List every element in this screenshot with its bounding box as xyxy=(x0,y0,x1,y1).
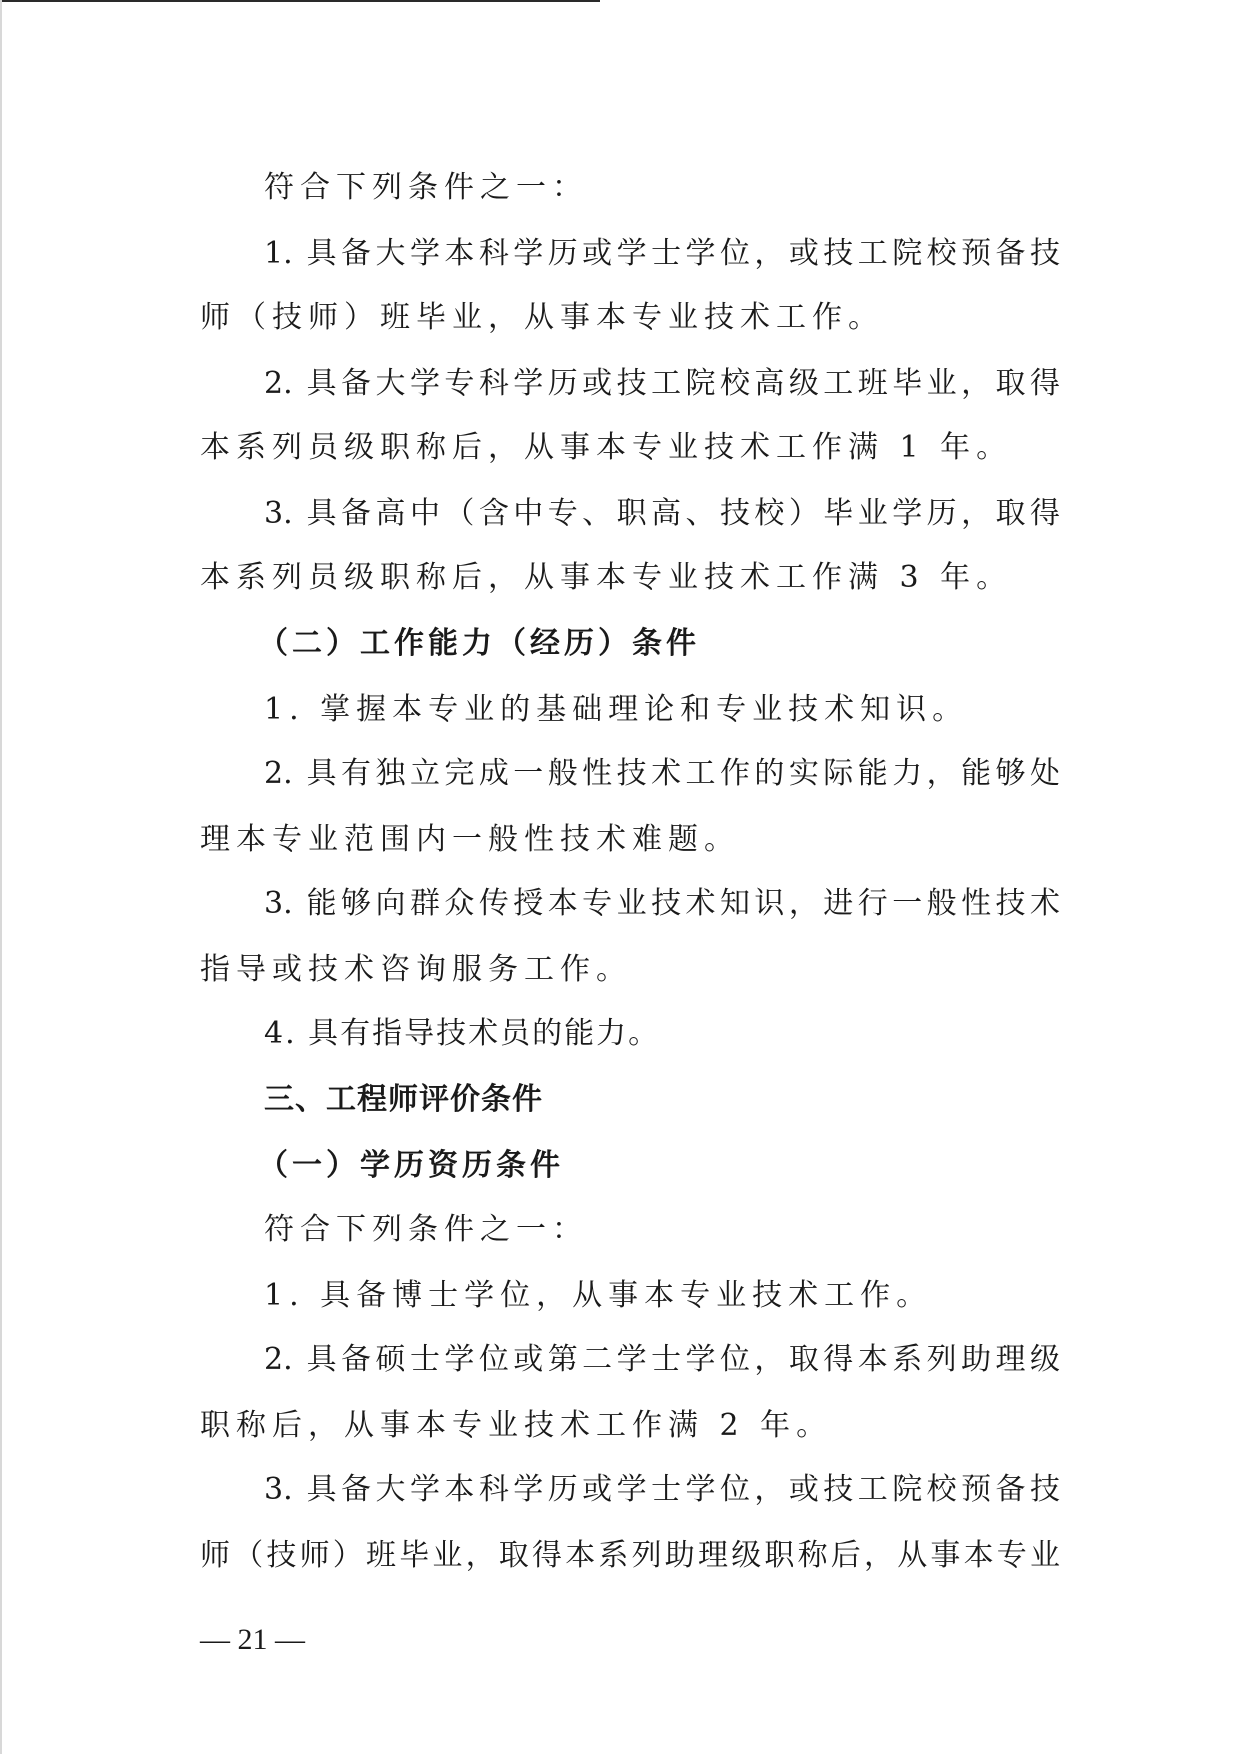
scan-edge-left xyxy=(0,0,2,1754)
paragraph-text: 4. 具有指导技术员的能力。 xyxy=(264,1016,661,1051)
paragraph-text: 2. 具有独立完成一般性技术工作的实际能力，能够处 xyxy=(264,756,1060,791)
paragraph-text: 符合下列条件之一： xyxy=(264,1212,588,1247)
paragraph-text: 指导或技术咨询服务工作。 xyxy=(200,952,632,987)
paragraph-text: 师（技师）班毕业，从事本专业技术工作。 xyxy=(200,300,884,335)
paragraph-text: 1. 具备大学本科学历或学士学位，或技工院校预备技 xyxy=(264,236,1060,271)
section-heading: （一）学历资历条件 xyxy=(258,1148,564,1183)
section-heading: （二）工作能力（经历）条件 xyxy=(258,626,700,661)
paragraph-text: 本系列员级职称后，从事本专业技术工作满 1 年。 xyxy=(200,430,1013,465)
paragraph-text: 理本专业范围内一般性技术难题。 xyxy=(200,822,740,857)
paragraph-text: 1. 具备博士学位，从事本专业技术工作。 xyxy=(264,1278,933,1313)
paragraph-text: 职称后，从事本专业技术工作满 2 年。 xyxy=(200,1408,833,1443)
paragraph-text: 1. 掌握本专业的基础理论和专业技术知识。 xyxy=(264,692,969,727)
paragraph-text: 本系列员级职称后，从事本专业技术工作满 3 年。 xyxy=(200,560,1013,595)
paragraph-text: 2. 具备硕士学位或第二学士学位，取得本系列助理级 xyxy=(264,1342,1060,1377)
paragraph-text: 符合下列条件之一： xyxy=(264,170,588,205)
scan-edge-top xyxy=(0,0,600,2)
paragraph-text: 3. 具备高中（含中专、职高、技校）毕业学历，取得 xyxy=(264,496,1060,531)
chapter-heading: 三、工程师评价条件 xyxy=(264,1082,543,1117)
page-number: — 21 — xyxy=(200,1623,305,1656)
paragraph-text: 3. 具备大学本科学历或学士学位，或技工院校预备技 xyxy=(264,1472,1060,1507)
paragraph-text: 3. 能够向群众传授本专业技术知识，进行一般性技术 xyxy=(264,886,1060,921)
paragraph-text: 2. 具备大学专科学历或技工院校高级工班毕业，取得 xyxy=(264,366,1060,401)
paragraph-text: 师（技师）班毕业，取得本系列助理级职称后，从事本专业 xyxy=(200,1538,1060,1573)
